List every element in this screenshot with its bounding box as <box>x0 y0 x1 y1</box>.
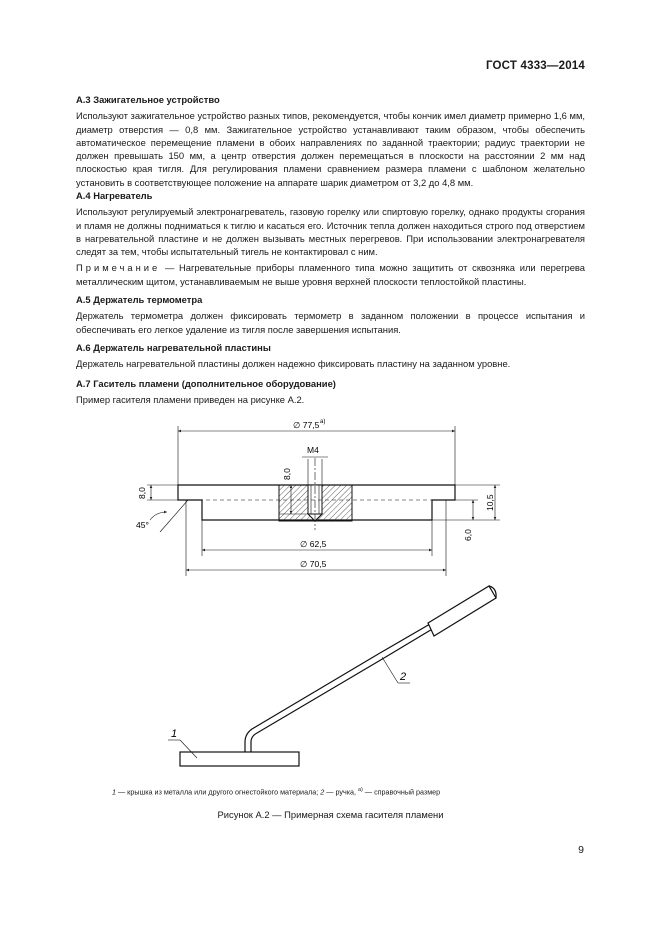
legend-sup: а) <box>358 787 363 793</box>
handle-grip <box>428 586 496 636</box>
section-paragraph: Пример гасителя пламени приведен на рисунке А.2. <box>76 394 305 406</box>
section-paragraph: Используют регулируемый электронагреватель, газовую горелку или спиртовую горелку, однако продукты сгорания и пламя не должны подниматься к тиглю и касаться его. Источник тепла должен находиться строго под отверстием в нагревательной пластине и не должен вызывать местных перегревов. При использовании электронагревателя следят за тем, чтобы испытательный тигель не контактировал с ним. <box>76 206 585 258</box>
section-heading: А.7 Гаситель пламени (дополнительное оборудование) <box>76 378 336 389</box>
page-number: 9 <box>578 844 584 856</box>
legend-num-1: 1 <box>112 787 116 797</box>
section-paragraph: Используют зажигательное устройство разных типов, рекомендуется, чтобы кончик имел диаметр примерно 1,6 мм, диаметр отверстия — 0,8 мм. Зажигательное устройство устанавливают таким образом, чтобы обеспечить автоматическое перемещение пламени в обоих направлениях по заданной траектории; радиус траектории не должен превышать 150 мм, а центр отверстия должен перемещаться в плоскости на расстоянии 2 мм над плоскостью края тигля. Для регулирования пламени сравнением размера пламени с шаблоном желательно установить в соответствующее положение на аппарате шарик диаметром от 3,2 до 4,8 мм. <box>76 110 585 188</box>
section-paragraph: Держатель термометра должен фиксировать термометр в заданном положении в процессе испытания и обеспечивать его легкое удаление из тигля после завершения испытания. <box>76 310 585 335</box>
dim-height-total: 10,5 <box>485 494 495 511</box>
dim-mid-diameter: ∅ 70,5 <box>300 559 327 569</box>
note-label: Примечание <box>76 262 161 274</box>
callout-1: 1 <box>171 728 178 740</box>
lid-part <box>180 752 299 766</box>
figure-caption: Рисунок А.2 — Примерная схема гасителя пламени <box>217 809 444 820</box>
perspective-view <box>168 586 496 766</box>
section-view <box>136 419 500 576</box>
dim-thread: М4 <box>307 445 319 455</box>
dim-angle: 45° <box>136 520 149 530</box>
dim-outer-diameter-mark: а) <box>320 419 326 425</box>
section-heading: А.5 Держатель термометра <box>76 294 203 305</box>
section-heading: А.6 Держатель нагревательной пластины <box>76 342 271 353</box>
dim-thickness-left: 8,0 <box>137 487 147 499</box>
section-paragraph: Держатель нагревательной пластины должен надежно фиксировать пластину на заданном уровне. <box>76 358 511 370</box>
section-heading: А.4 Нагреватель <box>76 190 153 201</box>
dim-outer-diameter: ∅ 77,5 <box>293 420 320 430</box>
callout-2: 2 <box>400 671 407 683</box>
legend-num-2: 2 <box>320 787 325 797</box>
figure-legend <box>112 787 440 796</box>
note-text: — Нагревательные приборы пламенного типа можно защитить от сквозняка или перегрева металлическим щитом, устанавливаемым не выше уровня верхней плоскости теплостойкой пластины. <box>76 262 585 287</box>
dim-hole-depth: 8,0 <box>282 468 292 480</box>
section-heading: А.3 Зажигательное устройство <box>76 94 220 105</box>
dim-inner-diameter: ∅ 62,5 <box>300 539 327 549</box>
dim-height-lower: 6,0 <box>463 529 473 541</box>
legend-text-2: — ручка, <box>324 787 358 797</box>
handle-rod <box>245 653 380 752</box>
standard-code: ГОСТ 4333—2014 <box>485 60 585 72</box>
legend-text-3: — справочный размер <box>362 787 441 797</box>
legend-text-1: — крышка из металла или другого огнестойкого материала; <box>116 787 321 797</box>
